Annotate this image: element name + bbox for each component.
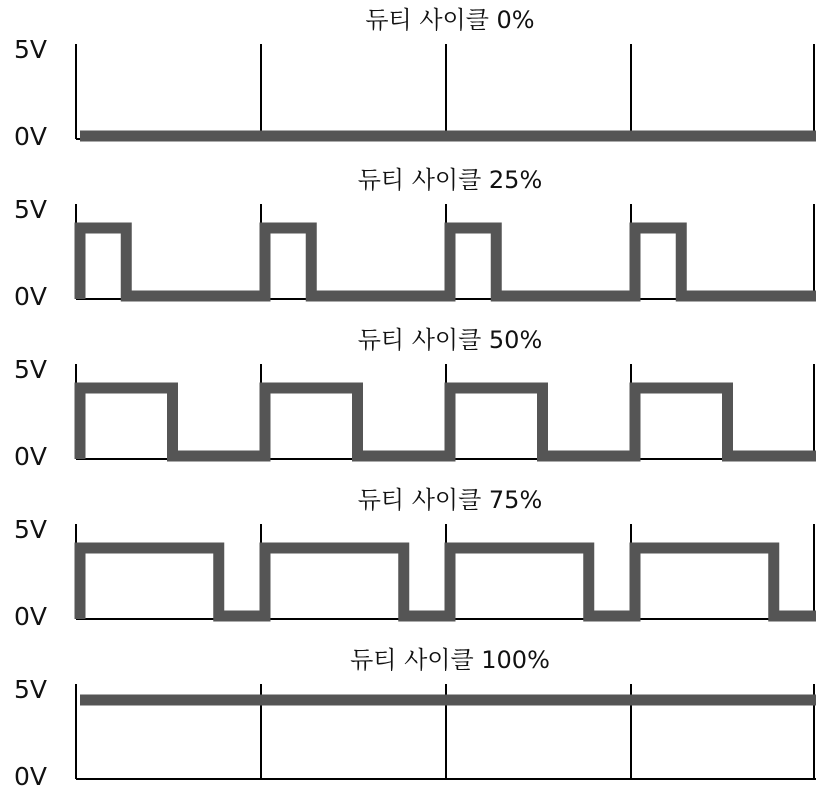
panel-title-0: 듀티 사이클 0%	[365, 6, 535, 34]
y-label-5v-1: 5V	[14, 195, 48, 224]
panel-title-4: 듀티 사이클 100%	[350, 646, 550, 674]
y-label-0v-1: 0V	[14, 282, 48, 311]
y-label-0v-4: 0V	[14, 762, 48, 791]
panel-title-2: 듀티 사이클 50%	[357, 326, 543, 354]
panel-title-1: 듀티 사이클 25%	[357, 166, 543, 194]
y-label-5v-4: 5V	[14, 675, 48, 704]
pwm-waveform-25	[80, 228, 816, 299]
y-label-5v-0: 5V	[14, 35, 48, 64]
y-label-5v-2: 5V	[14, 355, 48, 384]
y-label-0v-3: 0V	[14, 602, 48, 631]
pwm-waveform-50	[80, 388, 816, 459]
panel-title-3: 듀티 사이클 75%	[357, 486, 543, 514]
y-label-0v-2: 0V	[14, 442, 48, 471]
pwm-waveform-75	[80, 548, 816, 619]
y-label-0v-0: 0V	[14, 122, 48, 151]
y-label-5v-3: 5V	[14, 515, 48, 544]
